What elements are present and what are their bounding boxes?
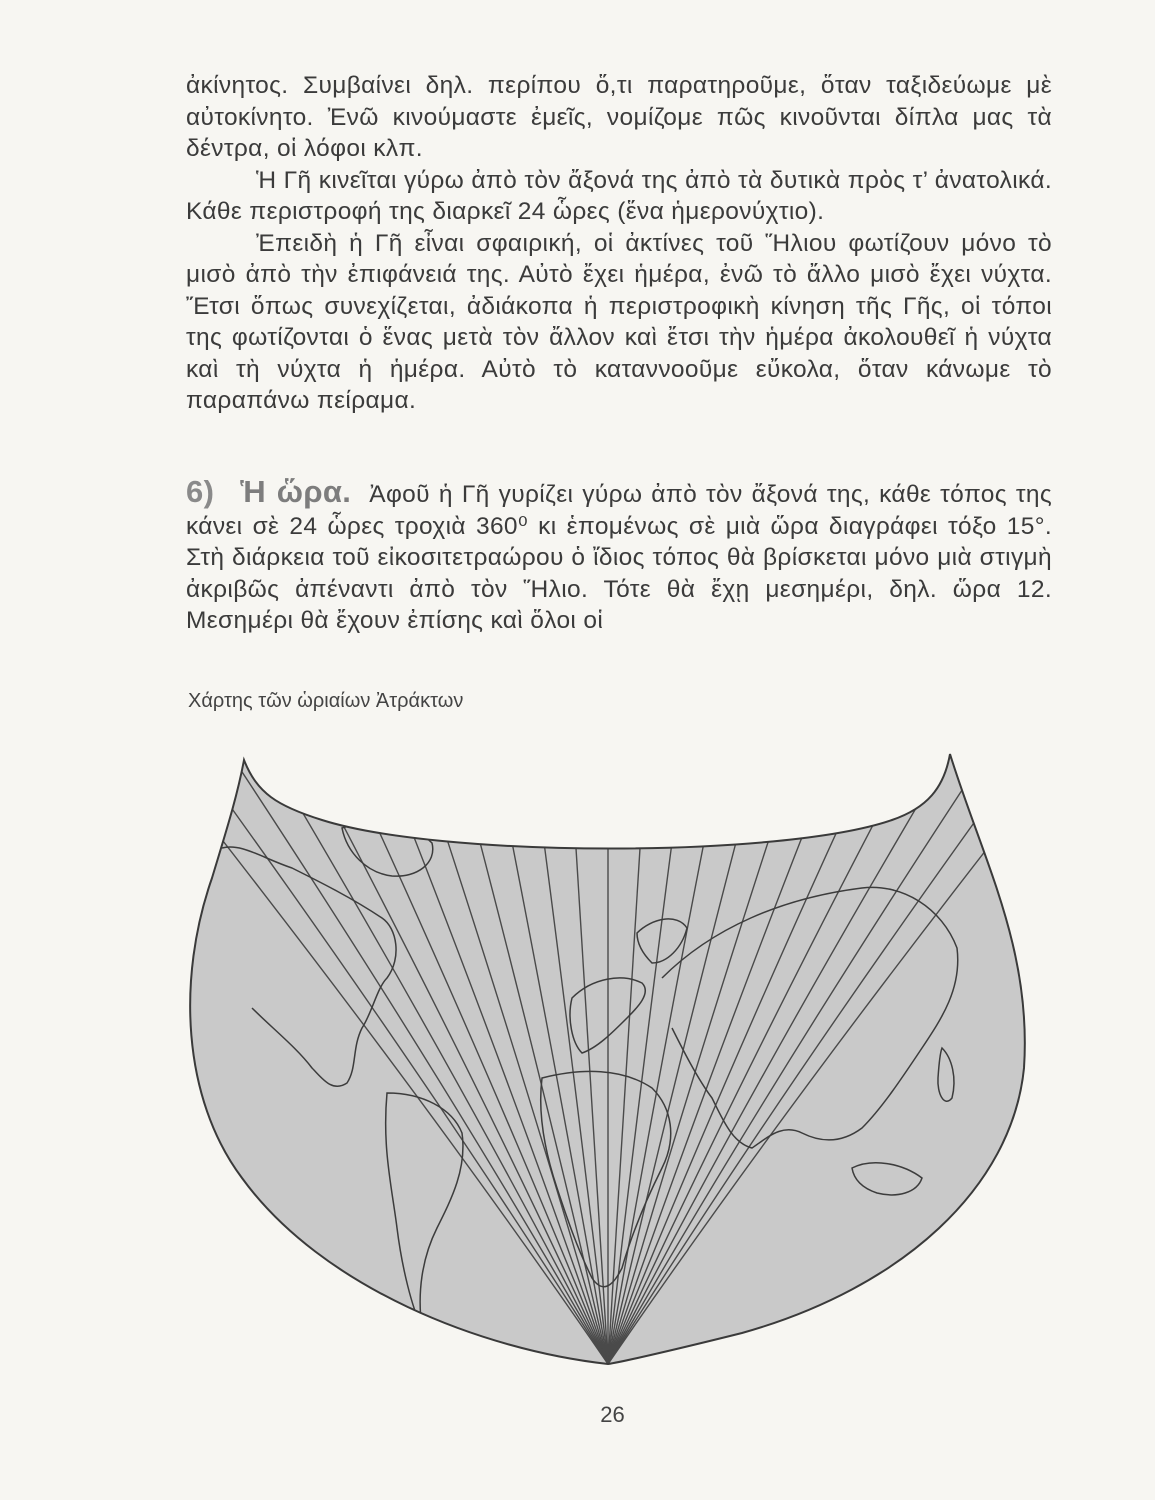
page-number: 26 (600, 1402, 625, 1427)
section-hour (186, 476, 1052, 637)
section-text: Ἀφοῦ ἡ Γῆ γυρίζει γύρω ἀπὸ τὸν ἄξονά της, κάθε τόπος της κάνει σὲ 24 ὧρες τροχιὰ 360⁰ κι ἑπομένως σὲ μιὰ ὥρα διαγράφει τόξο 15°. Στὴ διάρκεια τοῦ εἰκοσιτετραώρου ὁ ἴδιος τόπος θὰ βρίσκεται μόνο μιὰ στιγμὴ ἀκριβῶς ἀπέναντι ἀπὸ τὸν Ἥλιο. Τότε θὰ ἔχῃ μεσημέρι, δηλ. ὥρα 12. Μεσημέρι θὰ ἔχουν ἐπίσης καὶ ὅλοι οἱ (186, 481, 1052, 634)
paragraph-3: Ἐπειδὴ ἡ Γῆ εἶναι σφαιρική, οἱ ἀκτίνες τοῦ Ἥλιου φωτίζουν μόνο τὸ μισὸ ἀπὸ τὴν ἐπιφάνειά της. Αὐτὸ ἔχει ἡμέρα, ἐνῶ τὸ ἄλλο μισὸ ἔχει νύχτα. Ἔτσι ὅπως συνεχίζεται, ἀδιάκοπα ἡ περιστροφικὴ κίνηση τῆς Γῆς, οἱ τόποι της φωτίζονται ὁ ἕνας μετὰ τὸν ἄλλον καὶ ἔτσι τὴν ἡμέρα ἀκολουθεῖ ἡ νύχτα καὶ τὴ νύχτα ἡ ἡμέρα. Αὐτὸ τὸ καταννοοῦμε εὔκολα, ὅταν κάνωμε τὸ παραπάνω πείραμα. (186, 229, 1052, 414)
time-zone-map-drawing (182, 748, 1034, 1368)
section-number: 6) (186, 474, 215, 509)
figure-caption: Χάρτης τῶν ὡριαίων Ἀτράκτων (188, 690, 464, 712)
section-title: Ἡ ὥρα. (240, 474, 352, 509)
paragraph-1: ἀκίνητος. Συμβαίνει δηλ. περίπου ὅ,τι παρατηροῦμε, ὅταν ταξιδεύωμε μὲ αὐτοκίνητο. Ἐνῶ κινούμαστε ἐμεῖς, νομίζομε πῶς κινοῦνται δίπλα μας τὰ δέντρα, οἱ λόφοι κλπ. (186, 72, 1052, 162)
paragraph-2: Ἡ Γῆ κινεῖται γύρω ἀπὸ τὸν ἄξονά της ἀπὸ τὰ δυτικὰ πρὸς τ’ ἀνατολικά. Κάθε περιστροφή της διαρκεῖ 24 ὧρες (ἕνα ἡμερονύχτιο). (186, 166, 1052, 225)
body-text (186, 70, 1052, 417)
time-zone-map (182, 748, 1034, 1368)
